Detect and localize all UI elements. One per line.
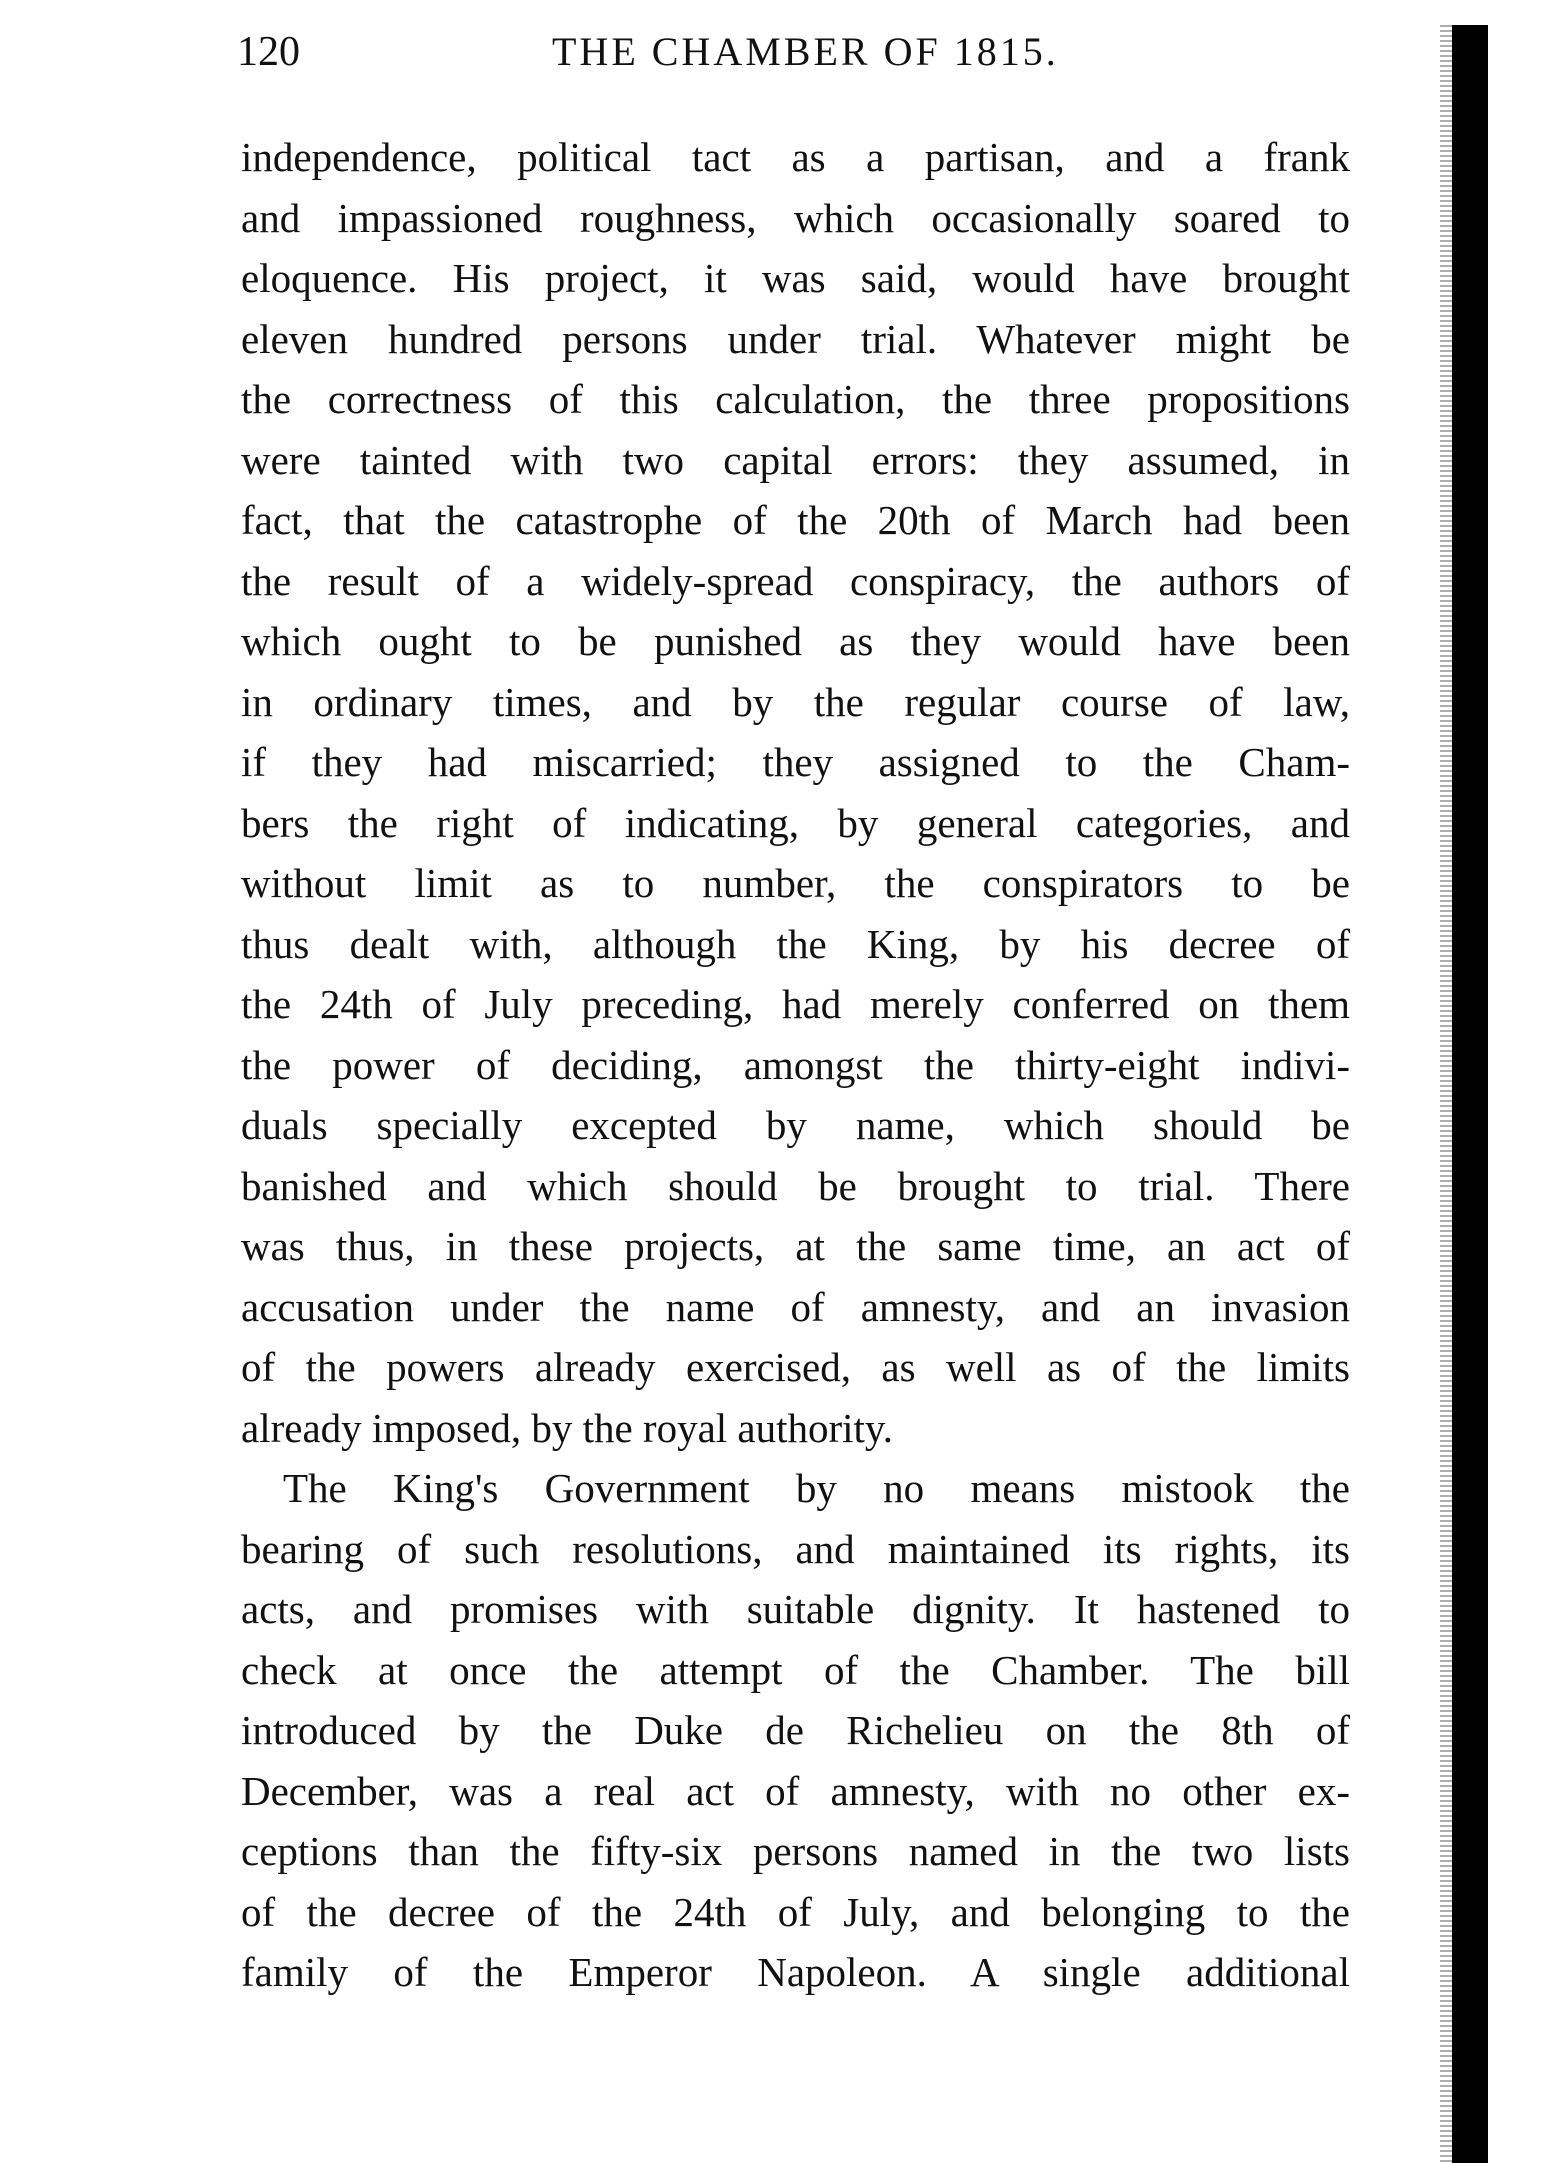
text-line: was thus, in these projects, at the same time, an act of bbox=[241, 1223, 1350, 1269]
text-line: check at once the attempt of the Chamber. The bill bbox=[241, 1646, 1350, 1693]
paragraph-1 bbox=[241, 127, 1350, 1458]
running-header bbox=[237, 28, 1350, 88]
text-line: of the decree of the 24th of July, and belonging to the bbox=[241, 1888, 1350, 1935]
text-line: bers the right of indicating, by general categories, and bbox=[241, 799, 1350, 846]
text-line: which ought to be punished as they would have been bbox=[241, 618, 1350, 664]
text-line: duals specially excepted by name, which should be bbox=[241, 1102, 1350, 1148]
scan-edge-shadow bbox=[1440, 25, 1452, 2163]
text-line: of the powers already exercised, as well as of the limits bbox=[241, 1344, 1350, 1390]
text-line: bearing of such resolutions, and maintained its rights, its bbox=[241, 1525, 1350, 1572]
text-line: The King's Government by no means mistook the bbox=[283, 1465, 1350, 1511]
text-line: without limit as to number, the conspirators to be bbox=[241, 860, 1350, 906]
text-line: the 24th of July preceding, had merely conferred on them bbox=[241, 981, 1350, 1027]
scan-binding-bar bbox=[1452, 25, 1488, 2163]
text-line: were tainted with two capital errors: they assumed, in bbox=[241, 436, 1350, 483]
text-line: ceptions than the fifty-six persons named in the two lists bbox=[241, 1828, 1350, 1874]
text-line: in ordinary times, and by the regular course of law, bbox=[241, 678, 1350, 725]
text-line: December, was a real act of amnesty, with no other ex- bbox=[241, 1767, 1350, 1814]
text-line: and impassioned roughness, which occasionally soared to bbox=[241, 194, 1350, 241]
text-line: banished and which should be brought to trial. There bbox=[241, 1162, 1350, 1209]
text-line: acts, and promises with suitable dignity. It hastened to bbox=[241, 1586, 1350, 1632]
text-line: if they had miscarried; they assigned to the Cham- bbox=[241, 739, 1350, 785]
text-line: the result of a widely-spread conspiracy, the authors of bbox=[241, 557, 1350, 604]
page-number: 120 bbox=[237, 29, 300, 75]
text-line: already imposed, by the royal authority. bbox=[241, 1404, 894, 1451]
page-body bbox=[241, 127, 1350, 2003]
text-line: family of the Emperor Napoleon. A single additional bbox=[241, 1949, 1350, 1995]
text-line: accusation under the name of amnesty, and an invasion bbox=[241, 1283, 1350, 1330]
running-title: THE CHAMBER OF 1815. bbox=[552, 29, 1059, 74]
text-line: eleven hundred persons under trial. Whatever might be bbox=[241, 315, 1350, 362]
text-line: thus dealt with, although the King, by his decree of bbox=[241, 920, 1350, 967]
paragraph-2 bbox=[241, 1458, 1350, 2003]
text-line: independence, political tact as a partisan, and a frank bbox=[241, 134, 1350, 180]
text-line: the correctness of this calculation, the three propositions bbox=[241, 376, 1350, 422]
text-line: the power of deciding, amongst the thirty-eight indivi- bbox=[241, 1041, 1350, 1088]
text-line: fact, that the catastrophe of the 20th of March had been bbox=[241, 497, 1350, 543]
text-line: introduced by the Duke de Richelieu on the 8th of bbox=[241, 1707, 1350, 1753]
text-line: eloquence. His project, it was said, would have brought bbox=[241, 255, 1350, 301]
